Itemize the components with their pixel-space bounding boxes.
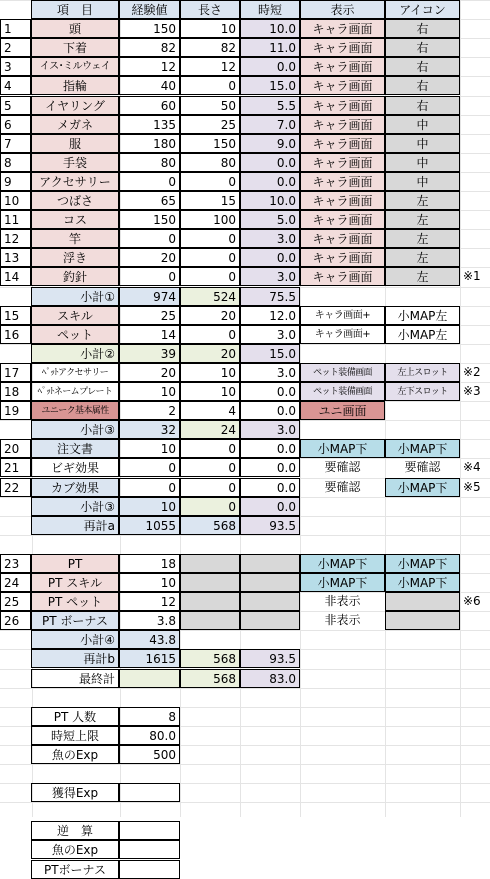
length-value[interactable]: 25 xyxy=(180,115,240,134)
length-value[interactable]: 4 xyxy=(180,401,240,420)
item-name[interactable]: 注文書 xyxy=(31,439,119,458)
icon-position-value[interactable]: 小MAP下 xyxy=(385,478,460,497)
gridline xyxy=(460,0,461,817)
pt-label: 魚のExp xyxy=(31,745,119,764)
display-value[interactable]: キャラ画面+ xyxy=(300,325,385,344)
icon-position-value[interactable]: 右 xyxy=(385,76,460,95)
time-value[interactable]: 3.0 xyxy=(240,363,300,382)
length-value[interactable]: 0 xyxy=(180,325,240,344)
exp-value[interactable]: 14 xyxy=(119,325,180,344)
icon-position-value[interactable]: 左 xyxy=(385,191,460,210)
icon-position-value[interactable]: 左下スロット xyxy=(385,382,460,401)
pt-label: PT 人数 xyxy=(31,707,119,726)
row-number[interactable]: 20 xyxy=(0,439,31,458)
icon-position-value[interactable]: 左上スロット xyxy=(385,363,460,382)
subtotal-length[interactable]: 0 xyxy=(180,497,240,516)
subtotal-exp[interactable]: 32 xyxy=(119,420,180,439)
exp-value[interactable]: 10 xyxy=(119,382,180,401)
time-value[interactable]: 9.0 xyxy=(240,134,300,153)
display-value[interactable]: 小MAP下 xyxy=(300,439,385,458)
subtotal-exp[interactable]: 1615 xyxy=(119,649,180,668)
footnote-mark[interactable]: ※1 xyxy=(463,269,481,283)
length-value[interactable]: 10 xyxy=(180,19,240,38)
display-value[interactable]: キャラ画面 xyxy=(300,76,385,95)
time-value[interactable]: 0.0 xyxy=(240,439,300,458)
reverse-calc-value[interactable] xyxy=(119,840,180,859)
exp-value[interactable]: 0 xyxy=(119,458,180,477)
column-header[interactable]: 長さ xyxy=(180,0,240,19)
empty-cell[interactable] xyxy=(240,592,300,611)
icon-position-value[interactable]: 左 xyxy=(385,229,460,248)
time-value[interactable]: 15.0 xyxy=(240,76,300,95)
item-name[interactable]: ﾍﾟｯﾄネームプレート xyxy=(31,382,119,401)
item-name[interactable]: PT スキル xyxy=(31,573,119,592)
column-header[interactable]: 項 目 xyxy=(31,0,119,19)
length-value[interactable]: 0 xyxy=(180,229,240,248)
length-value[interactable]: 82 xyxy=(180,38,240,57)
display-value[interactable]: キャラ画面 xyxy=(300,172,385,191)
exp-value[interactable]: 135 xyxy=(119,115,180,134)
subtotal-length[interactable]: 568 xyxy=(180,649,240,668)
item-name[interactable]: アクセサリー xyxy=(31,172,119,191)
icon-position-value[interactable]: 右 xyxy=(385,57,460,76)
icon-position-value[interactable]: 小MAP下 xyxy=(385,554,460,573)
pt-label: 時短上限 xyxy=(31,726,119,745)
item-name[interactable]: カブ効果 xyxy=(31,478,119,497)
item-name[interactable]: 手袋 xyxy=(31,153,119,172)
exp-value[interactable]: 20 xyxy=(119,363,180,382)
subtotal-time[interactable]: 75.5 xyxy=(240,287,300,306)
column-header[interactable]: 経験値 xyxy=(119,0,180,19)
length-value[interactable]: 80 xyxy=(180,153,240,172)
time-value[interactable]: 5.5 xyxy=(240,96,300,115)
reverse-calc-title: 逆 算 xyxy=(31,821,119,840)
length-value[interactable]: 50 xyxy=(180,96,240,115)
time-value[interactable]: 5.0 xyxy=(240,210,300,229)
item-name[interactable]: 服 xyxy=(31,134,119,153)
row-number[interactable]: 24 xyxy=(0,573,31,592)
time-value[interactable]: 7.0 xyxy=(240,115,300,134)
subtotal-time[interactable]: 93.5 xyxy=(240,649,300,668)
row-number[interactable]: 19 xyxy=(0,401,31,420)
row-number[interactable]: 14 xyxy=(0,267,31,286)
time-value[interactable]: 3.0 xyxy=(240,229,300,248)
empty-cell[interactable] xyxy=(180,611,240,630)
final-label[interactable]: 最終計 xyxy=(31,669,119,688)
subtotal-length[interactable]: 524 xyxy=(180,287,240,306)
icon-position-value[interactable]: 中 xyxy=(385,115,460,134)
item-name[interactable]: ビギ効果 xyxy=(31,458,119,477)
row-number[interactable]: 26 xyxy=(0,611,31,630)
length-value[interactable]: 12 xyxy=(180,57,240,76)
item-name[interactable]: 浮き xyxy=(31,248,119,267)
subtotal-exp[interactable]: 974 xyxy=(119,287,180,306)
subtotal-label[interactable]: 再計a xyxy=(31,516,119,535)
subtotal-length[interactable]: 24 xyxy=(180,420,240,439)
row-number[interactable]: 13 xyxy=(0,248,31,267)
subtotal-label[interactable]: 小計② xyxy=(31,344,119,363)
exp-value[interactable]: 180 xyxy=(119,134,180,153)
empty-cell[interactable] xyxy=(180,554,240,573)
display-value[interactable]: キャラ画面 xyxy=(300,229,385,248)
item-name[interactable]: ペット xyxy=(31,325,119,344)
time-value[interactable]: 0.0 xyxy=(240,57,300,76)
row-number[interactable]: 16 xyxy=(0,325,31,344)
exp-value[interactable]: 150 xyxy=(119,210,180,229)
item-name[interactable]: スキル xyxy=(31,306,119,325)
subtotal-length[interactable]: 20 xyxy=(180,344,240,363)
time-value[interactable]: 0.0 xyxy=(240,458,300,477)
exp-value[interactable]: 12 xyxy=(119,57,180,76)
display-value[interactable]: 要確認 xyxy=(324,460,361,474)
time-value[interactable]: 0.0 xyxy=(240,248,300,267)
row-number[interactable]: 2 xyxy=(0,38,31,57)
subtotal-exp[interactable]: 10 xyxy=(119,497,180,516)
row-number[interactable]: 22 xyxy=(0,478,31,497)
exp-value[interactable]: 10 xyxy=(119,439,180,458)
exp-value[interactable]: 3.8 xyxy=(119,611,180,630)
item-name[interactable]: PT xyxy=(31,554,119,573)
display-value[interactable]: 非表示 xyxy=(324,613,361,627)
time-value[interactable]: 11.0 xyxy=(240,38,300,57)
item-name[interactable]: イヤリング xyxy=(31,96,119,115)
item-name[interactable]: メガネ xyxy=(31,115,119,134)
empty-cell[interactable] xyxy=(119,821,180,840)
length-value[interactable]: 10 xyxy=(180,363,240,382)
icon-position-value[interactable]: 小MAP下 xyxy=(385,573,460,592)
row-number[interactable]: 3 xyxy=(0,57,31,76)
display-value[interactable]: キャラ画面 xyxy=(300,96,385,115)
row-number[interactable]: 12 xyxy=(0,229,31,248)
display-value[interactable]: キャラ画面 xyxy=(300,210,385,229)
display-value[interactable]: キャラ画面 xyxy=(300,191,385,210)
row-number[interactable]: 21 xyxy=(0,458,31,477)
icon-position-value[interactable]: 左 xyxy=(385,267,460,286)
item-name[interactable]: PT ペット xyxy=(31,592,119,611)
time-value[interactable]: 3.0 xyxy=(240,325,300,344)
row-number[interactable]: 7 xyxy=(0,134,31,153)
empty-cell[interactable] xyxy=(180,592,240,611)
exp-value[interactable]: 65 xyxy=(119,191,180,210)
subtotal-time[interactable]: 3.0 xyxy=(240,420,300,439)
display-value[interactable]: 非表示 xyxy=(324,594,361,608)
gridline xyxy=(0,688,490,689)
exp-value[interactable]: 12 xyxy=(119,592,180,611)
time-value[interactable]: 0.0 xyxy=(240,153,300,172)
row-number[interactable]: 11 xyxy=(0,210,31,229)
exp-value[interactable]: 80 xyxy=(119,153,180,172)
column-header[interactable]: 時短 xyxy=(240,0,300,19)
footnote-mark[interactable]: ※5 xyxy=(463,480,481,494)
display-value[interactable]: キャラ画面 xyxy=(300,134,385,153)
subtotal-time[interactable]: 93.5 xyxy=(240,516,300,535)
length-value[interactable]: 15 xyxy=(180,191,240,210)
subtotal-label[interactable]: 小計④ xyxy=(31,630,119,649)
display-value[interactable]: キャラ画面 xyxy=(300,57,385,76)
subtotal-time[interactable]: 15.0 xyxy=(240,344,300,363)
display-value[interactable]: ユニ画面 xyxy=(300,401,385,420)
footnote-mark[interactable]: ※4 xyxy=(463,460,481,474)
exp-value[interactable]: 18 xyxy=(119,554,180,573)
row-number[interactable]: 25 xyxy=(0,592,31,611)
icon-position-value[interactable]: 左 xyxy=(385,210,460,229)
exp-value[interactable]: 60 xyxy=(119,96,180,115)
length-value[interactable]: 0 xyxy=(180,458,240,477)
footnote-mark[interactable]: ※3 xyxy=(463,384,481,398)
row-number[interactable]: 4 xyxy=(0,76,31,95)
display-value[interactable]: キャラ画面 xyxy=(300,267,385,286)
exp-value[interactable]: 10 xyxy=(119,573,180,592)
icon-position-value[interactable]: 中 xyxy=(385,172,460,191)
reverse-calc-value[interactable] xyxy=(119,860,180,879)
row-number[interactable]: 15 xyxy=(0,306,31,325)
subtotal-length[interactable]: 568 xyxy=(180,516,240,535)
time-value[interactable]: 10.0 xyxy=(240,19,300,38)
display-value[interactable]: キャラ画面 xyxy=(300,153,385,172)
length-value[interactable]: 150 xyxy=(180,134,240,153)
item-name[interactable]: 竿 xyxy=(31,229,119,248)
exp-value[interactable]: 25 xyxy=(119,306,180,325)
item-name[interactable]: 頭 xyxy=(31,19,119,38)
item-name[interactable]: コス xyxy=(31,210,119,229)
gridline xyxy=(0,802,490,803)
acquired-exp-value[interactable] xyxy=(119,783,180,802)
length-value[interactable]: 0 xyxy=(180,76,240,95)
display-value[interactable]: 小MAP下 xyxy=(300,573,385,592)
length-value[interactable]: 10 xyxy=(180,382,240,401)
empty-cell[interactable] xyxy=(240,573,300,592)
column-header[interactable]: アイコン xyxy=(385,0,460,19)
column-header[interactable]: 表示 xyxy=(300,0,385,19)
subtotal-label[interactable]: 小計③ xyxy=(31,420,119,439)
length-value[interactable]: 0 xyxy=(180,267,240,286)
icon-position-value[interactable]: 右 xyxy=(385,38,460,57)
icon-position-value[interactable]: 中 xyxy=(385,153,460,172)
display-value[interactable]: キャラ画面+ xyxy=(300,306,385,325)
footnote-mark[interactable]: ※2 xyxy=(463,365,481,379)
gridline xyxy=(0,535,490,536)
subtotal-exp[interactable]: 39 xyxy=(119,344,180,363)
time-value[interactable]: 10.0 xyxy=(240,191,300,210)
icon-position-value[interactable]: 小MAP左 xyxy=(385,306,460,325)
icon-position-value[interactable] xyxy=(385,611,460,630)
acquired-exp-label: 獲得Exp xyxy=(31,783,119,802)
icon-position-value[interactable]: 左 xyxy=(385,248,460,267)
empty-cell[interactable] xyxy=(240,611,300,630)
item-name[interactable]: 下着 xyxy=(31,38,119,57)
row-number[interactable]: 18 xyxy=(0,382,31,401)
length-value[interactable]: 0 xyxy=(180,478,240,497)
final-length[interactable]: 568 xyxy=(180,669,240,688)
exp-value[interactable]: 0 xyxy=(119,172,180,191)
footnote-mark[interactable]: ※6 xyxy=(463,594,481,608)
subtotal-exp[interactable]: 43.8 xyxy=(119,630,180,649)
row-number[interactable]: 8 xyxy=(0,153,31,172)
item-name[interactable]: ﾍﾟｯﾄアクセサリー xyxy=(31,363,119,382)
pt-value[interactable]: 80.0 xyxy=(119,726,180,745)
time-value[interactable]: 0.0 xyxy=(240,382,300,401)
display-value[interactable]: 要確認 xyxy=(324,480,361,494)
empty-cell[interactable] xyxy=(240,554,300,573)
row-number[interactable]: 17 xyxy=(0,363,31,382)
gridline xyxy=(0,764,490,765)
reverse-calc-label: 魚のExp xyxy=(31,840,119,859)
row-number[interactable]: 6 xyxy=(0,115,31,134)
exp-value[interactable]: 0 xyxy=(119,478,180,497)
item-name[interactable]: 釣針 xyxy=(31,267,119,286)
display-value[interactable]: キャラ画面 xyxy=(300,248,385,267)
empty-cell[interactable] xyxy=(119,669,180,688)
row-number[interactable]: 5 xyxy=(0,96,31,115)
item-name[interactable]: つばさ xyxy=(31,191,119,210)
subtotal-label[interactable]: 再計b xyxy=(31,649,119,668)
icon-position-value[interactable]: 右 xyxy=(385,96,460,115)
item-name[interactable]: 指輪 xyxy=(31,76,119,95)
pt-value[interactable]: 500 xyxy=(119,745,180,764)
exp-value[interactable]: 2 xyxy=(119,401,180,420)
display-value[interactable]: ペット装備画面 xyxy=(300,382,385,401)
final-time[interactable]: 83.0 xyxy=(240,669,300,688)
icon-position-value[interactable]: 小MAP下 xyxy=(385,439,460,458)
length-value[interactable]: 0 xyxy=(180,439,240,458)
row-number[interactable]: 1 xyxy=(0,19,31,38)
length-value[interactable]: 0 xyxy=(180,248,240,267)
subtotal-label[interactable]: 小計① xyxy=(31,287,119,306)
exp-value[interactable]: 0 xyxy=(119,229,180,248)
exp-value[interactable]: 82 xyxy=(119,38,180,57)
subtotal-time[interactable]: 0.0 xyxy=(240,497,300,516)
row-number[interactable]: 9 xyxy=(0,172,31,191)
display-value[interactable]: キャラ画面 xyxy=(300,38,385,57)
exp-value[interactable]: 0 xyxy=(119,267,180,286)
item-name[interactable]: イス･ミルウェイ xyxy=(31,57,119,76)
row-number[interactable]: 10 xyxy=(0,191,31,210)
time-value[interactable]: 3.0 xyxy=(240,267,300,286)
icon-position-value[interactable] xyxy=(385,401,460,420)
length-value[interactable]: 0 xyxy=(180,172,240,191)
icon-position-value[interactable] xyxy=(385,592,460,611)
exp-value[interactable]: 20 xyxy=(119,248,180,267)
time-value[interactable]: 0.0 xyxy=(240,401,300,420)
time-value[interactable]: 0.0 xyxy=(240,172,300,191)
row-number[interactable]: 23 xyxy=(0,554,31,573)
empty-cell[interactable] xyxy=(180,573,240,592)
length-value[interactable]: 100 xyxy=(180,210,240,229)
time-value[interactable]: 12.0 xyxy=(240,306,300,325)
icon-position-value[interactable]: 小MAP左 xyxy=(385,325,460,344)
item-name[interactable]: PT ボーナス xyxy=(31,611,119,630)
reverse-calc-label: PTボーナス xyxy=(31,860,119,879)
exp-value[interactable]: 150 xyxy=(119,19,180,38)
subtotal-exp[interactable]: 1055 xyxy=(119,516,180,535)
subtotal-label[interactable]: 小計③ xyxy=(31,497,119,516)
icon-position-value[interactable]: 右 xyxy=(385,19,460,38)
time-value[interactable]: 0.0 xyxy=(240,478,300,497)
pt-value[interactable]: 8 xyxy=(119,707,180,726)
display-value[interactable]: キャラ画面 xyxy=(300,115,385,134)
icon-position-value[interactable]: 要確認 xyxy=(404,460,441,474)
length-value[interactable]: 20 xyxy=(180,306,240,325)
display-value[interactable]: ペット装備画面 xyxy=(300,363,385,382)
display-value[interactable]: 小MAP下 xyxy=(300,554,385,573)
exp-value[interactable]: 40 xyxy=(119,76,180,95)
item-name[interactable]: ユニーク基本属性 xyxy=(31,401,119,420)
icon-position-value[interactable]: 中 xyxy=(385,134,460,153)
display-value[interactable]: キャラ画面 xyxy=(300,19,385,38)
